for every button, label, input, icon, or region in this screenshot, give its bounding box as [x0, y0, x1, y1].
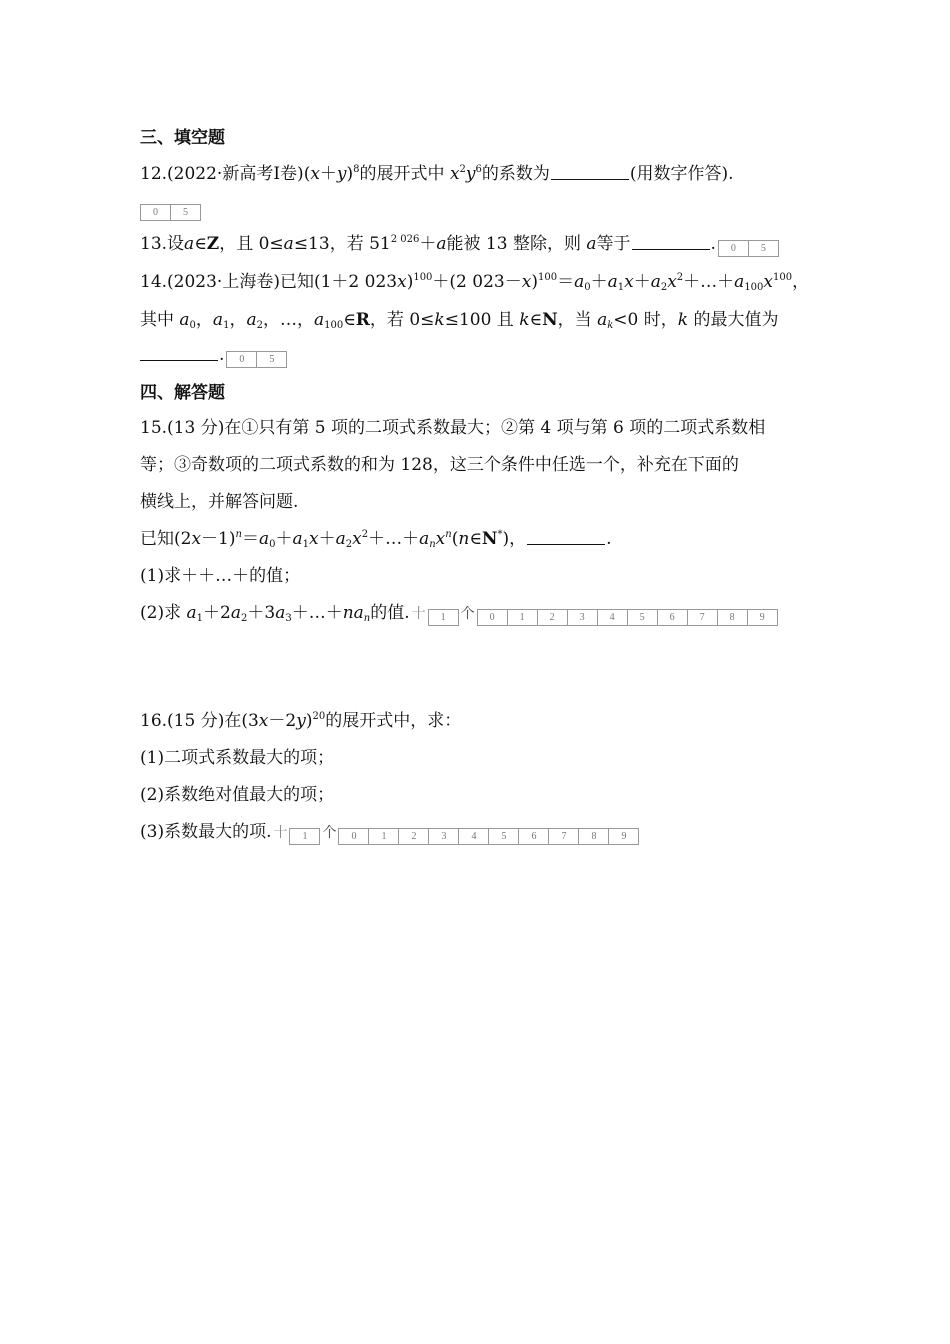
question-15-line5: (1)求＋＋…＋的值；	[140, 566, 301, 586]
score-boxes-12	[140, 196, 820, 221]
score-box-group	[226, 351, 287, 368]
question-15-line4: 已知$(2x-1)^n=a_0+a_1x+a_2x^2+\dots+a_nx^n(n\in N^*)$， .	[140, 529, 612, 550]
score-box[interactable]: 9	[759, 612, 765, 623]
score-box[interactable]: 5	[183, 207, 188, 218]
question-15-line2: 等；③奇数项的二项式系数的和为 128，这三个条件中任选一个，补充在下面的	[140, 455, 739, 475]
score-box[interactable]: 9	[621, 831, 627, 842]
score-box[interactable]: 6	[658, 610, 688, 625]
section-title-fill-in: 三、填空题	[140, 128, 225, 148]
score-box[interactable]: 5	[489, 829, 519, 844]
ones-box-group	[338, 828, 639, 845]
question-15-line6: (2)求 $a_1+2a_2+3a_3+\dots+na_n$的值. 十 1 个 0 1 2 3 4 5 6 7 8 9	[140, 601, 820, 626]
question-13: 13.设a∈Z，且 0≤a≤13，若 $51^{2 026}+a$能被 13 整除，则 a等于 . 0 5	[140, 232, 820, 257]
score-box[interactable]: 3	[568, 610, 598, 625]
score-box[interactable]: 7	[549, 829, 579, 844]
answer-blank-13[interactable]	[632, 232, 710, 250]
score-box[interactable]: 3	[429, 829, 459, 844]
tens-box-group	[428, 609, 459, 626]
question-14-line3: . 0 5	[140, 343, 820, 368]
question-16-line2: (1)二项式系数最大的项；	[140, 748, 335, 768]
score-box[interactable]: 2	[399, 829, 429, 844]
score-box[interactable]: 0	[478, 610, 508, 625]
score-box[interactable]: 5	[760, 243, 766, 254]
score-box[interactable]: 4	[459, 829, 489, 844]
score-box[interactable]: 0	[141, 205, 171, 220]
score-box[interactable]: 5	[628, 610, 658, 625]
score-box[interactable]: 1	[369, 829, 399, 844]
question-15-line1: 15.(13 分)在①只有第 5 项的二项式系数最大；②第 4 项与第 6 项的二项式系数相	[140, 418, 766, 438]
score-box[interactable]: 8	[718, 610, 748, 625]
question-14-line2: 其中 $a_0$，$a_1$，$a_2$，…，$a_{100}\in R$，若 0≤k≤100 且 k∈N，当 $a_k<0$ 时，k 的最大值为	[140, 310, 779, 331]
ones-box-group	[477, 609, 778, 626]
tens-mark: 十	[273, 825, 288, 841]
score-box[interactable]: 7	[688, 610, 718, 625]
question-12: 12.(2022·新高考Ⅰ卷)$(x+y)^8$的展开式中 $x^2y^6$的系数为 (用数字作答).	[140, 164, 734, 184]
score-box[interactable]: 1	[302, 831, 308, 842]
score-box-group	[718, 240, 779, 257]
score-box[interactable]: 6	[519, 829, 549, 844]
question-15-line3: 横线上，并解答问题.	[140, 492, 299, 512]
score-box[interactable]: 0	[339, 829, 369, 844]
score-box[interactable]: 5	[269, 354, 275, 365]
tens-box-group	[289, 828, 320, 845]
score-box[interactable]: 2	[538, 610, 568, 625]
score-box[interactable]: 0	[227, 352, 257, 367]
score-box[interactable]: 1	[440, 612, 446, 623]
answer-blank-14[interactable]	[140, 343, 218, 361]
tens-mark: 十	[411, 606, 426, 622]
score-box[interactable]: 4	[598, 610, 628, 625]
answer-blank-15-condition[interactable]	[527, 527, 605, 545]
score-box[interactable]: 1	[508, 610, 538, 625]
question-14-line1: 14.(2023·上海卷)已知(1＋2 023x)$^{100}$＋(2 $023-x)^{100}=a_0+a_1x+a_2x^2+\dots+a_{100}x^{100}$，	[140, 272, 810, 293]
score-box[interactable]: 8	[579, 829, 609, 844]
answer-blank-12[interactable]	[551, 162, 629, 180]
section-title-answer: 四、解答题	[140, 383, 225, 403]
question-16-line4: (3)系数最大的项. 十 1 个 0 1 2 3 4 5 6 7 8 9	[140, 820, 820, 845]
score-box[interactable]: 0	[719, 241, 749, 256]
question-16-line3: (2)系数绝对值最大的项；	[140, 785, 335, 805]
score-box-group	[140, 204, 201, 221]
question-16-line1: 16.(15 分)在$(3x-2y)^{20}$的展开式中，求：	[140, 711, 462, 731]
